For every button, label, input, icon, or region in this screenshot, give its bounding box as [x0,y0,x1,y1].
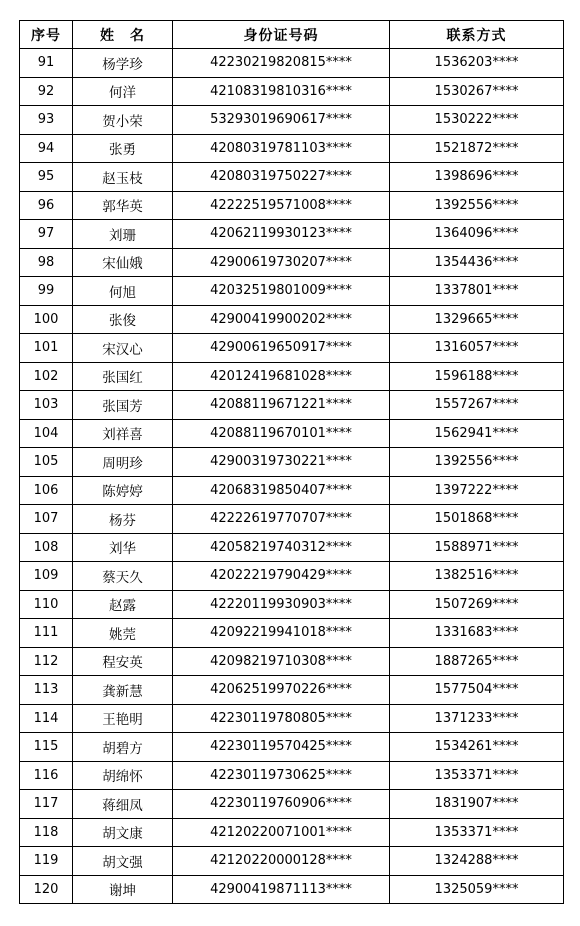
table-row [20,790,564,819]
table-row [20,818,564,847]
table-row [20,220,564,249]
table-row [20,391,564,420]
row-id-number: 42900419900202**** [173,305,390,334]
row-id-number: 42900419871113**** [173,875,390,904]
row-contact: 1530222**** [390,106,564,135]
row-serial: 102 [20,362,73,391]
row-name: 程安英 [73,647,173,676]
row-contact: 1329665**** [390,305,564,334]
table-row [20,704,564,733]
row-serial: 114 [20,704,73,733]
row-serial: 97 [20,220,73,249]
row-id-number: 42012419681028**** [173,362,390,391]
row-contact: 1536203**** [390,49,564,78]
row-contact: 1316057**** [390,334,564,363]
row-serial: 93 [20,106,73,135]
row-contact: 1557267**** [390,391,564,420]
row-id-number: 42900619730207**** [173,248,390,277]
row-name: 宋仙娥 [73,248,173,277]
table-row [20,77,564,106]
table-row [20,676,564,705]
table-body [20,49,564,904]
row-contact: 1353371**** [390,818,564,847]
row-id-number: 42230219820815**** [173,49,390,78]
row-id-number: 42900619650917**** [173,334,390,363]
row-contact: 1331683**** [390,619,564,648]
row-id-number: 42222619770707**** [173,505,390,534]
row-name: 胡绵怀 [73,761,173,790]
row-serial: 117 [20,790,73,819]
table-row [20,134,564,163]
row-serial: 110 [20,590,73,619]
row-contact: 1530267**** [390,77,564,106]
row-id-number: 42058219740312**** [173,533,390,562]
row-id-number: 42080319781103**** [173,134,390,163]
row-name: 杨芬 [73,505,173,534]
row-serial: 96 [20,191,73,220]
row-serial: 95 [20,163,73,192]
row-contact: 1392556**** [390,191,564,220]
row-id-number: 42088119670101**** [173,419,390,448]
row-id-number: 42062519970226**** [173,676,390,705]
row-contact: 1507269**** [390,590,564,619]
table-row [20,619,564,648]
row-contact: 1501868**** [390,505,564,534]
row-id-number: 42222519571008**** [173,191,390,220]
row-id-number: 42108319810316**** [173,77,390,106]
row-id-number: 53293019690617**** [173,106,390,135]
row-name: 贺小荣 [73,106,173,135]
row-id-number: 42098219710308**** [173,647,390,676]
header-contact: 联系方式 [390,21,564,49]
table-row [20,191,564,220]
row-id-number: 42080319750227**** [173,163,390,192]
row-serial: 92 [20,77,73,106]
row-serial: 103 [20,391,73,420]
row-name: 周明珍 [73,448,173,477]
row-serial: 109 [20,562,73,591]
row-name: 张国红 [73,362,173,391]
row-id-number: 42032519801009**** [173,277,390,306]
row-id-number: 42900319730221**** [173,448,390,477]
row-name: 胡碧方 [73,733,173,762]
table-row [20,448,564,477]
row-id-number: 42120220000128**** [173,847,390,876]
row-name: 张俊 [73,305,173,334]
row-id-number: 42230119570425**** [173,733,390,762]
row-serial: 107 [20,505,73,534]
table-row [20,277,564,306]
header-row [20,21,564,49]
row-name: 张勇 [73,134,173,163]
table-row [20,562,564,591]
row-name: 刘祥喜 [73,419,173,448]
row-contact: 1831907**** [390,790,564,819]
table-row [20,49,564,78]
table-row [20,847,564,876]
row-contact: 1364096**** [390,220,564,249]
row-serial: 119 [20,847,73,876]
header-name: 姓 名 [73,21,173,49]
row-id-number: 42062119930123**** [173,220,390,249]
table-row [20,505,564,534]
row-serial: 108 [20,533,73,562]
row-name: 龚新慧 [73,676,173,705]
row-contact: 1577504**** [390,676,564,705]
row-contact: 1397222**** [390,476,564,505]
row-serial: 100 [20,305,73,334]
row-contact: 1588971**** [390,533,564,562]
row-name: 刘华 [73,533,173,562]
table-row [20,248,564,277]
row-name: 赵玉枝 [73,163,173,192]
row-name: 胡文康 [73,818,173,847]
table-row [20,647,564,676]
row-name: 陈婷婷 [73,476,173,505]
row-id-number: 42088119671221**** [173,391,390,420]
row-serial: 91 [20,49,73,78]
row-serial: 101 [20,334,73,363]
table-row [20,476,564,505]
row-id-number: 42120220071001**** [173,818,390,847]
row-id-number: 42022219790429**** [173,562,390,591]
row-serial: 120 [20,875,73,904]
row-name: 刘珊 [73,220,173,249]
row-contact: 1382516**** [390,562,564,591]
row-name: 胡文强 [73,847,173,876]
table-row [20,733,564,762]
row-serial: 113 [20,676,73,705]
row-name: 蒋细凤 [73,790,173,819]
roster-table [19,20,564,904]
row-serial: 99 [20,277,73,306]
row-id-number: 42068319850407**** [173,476,390,505]
row-contact: 1392556**** [390,448,564,477]
row-contact: 1887265**** [390,647,564,676]
row-contact: 1371233**** [390,704,564,733]
row-contact: 1354436**** [390,248,564,277]
table-row [20,533,564,562]
row-contact: 1353371**** [390,761,564,790]
row-id-number: 42220119930903**** [173,590,390,619]
row-serial: 118 [20,818,73,847]
table-row [20,305,564,334]
row-name: 宋汉心 [73,334,173,363]
row-id-number: 42230119780805**** [173,704,390,733]
row-id-number: 42230119760906**** [173,790,390,819]
row-serial: 94 [20,134,73,163]
row-name: 姚莞 [73,619,173,648]
row-name: 王艳明 [73,704,173,733]
row-contact: 1521872**** [390,134,564,163]
row-name: 杨学珍 [73,49,173,78]
row-name: 郭华英 [73,191,173,220]
row-id-number: 42092219941018**** [173,619,390,648]
row-serial: 111 [20,619,73,648]
table-row [20,334,564,363]
row-serial: 115 [20,733,73,762]
header-id-number: 身份证号码 [173,21,390,49]
row-contact: 1596188**** [390,362,564,391]
row-contact: 1337801**** [390,277,564,306]
table-row [20,106,564,135]
row-name: 谢坤 [73,875,173,904]
row-contact: 1398696**** [390,163,564,192]
row-contact: 1534261**** [390,733,564,762]
row-name: 蔡天久 [73,562,173,591]
row-serial: 105 [20,448,73,477]
row-serial: 104 [20,419,73,448]
row-serial: 98 [20,248,73,277]
table-row [20,761,564,790]
table-row [20,362,564,391]
row-id-number: 42230119730625**** [173,761,390,790]
table-row [20,419,564,448]
row-contact: 1324288**** [390,847,564,876]
header-serial: 序号 [20,21,73,49]
row-serial: 112 [20,647,73,676]
row-name: 何旭 [73,277,173,306]
table-row [20,163,564,192]
row-contact: 1325059**** [390,875,564,904]
row-serial: 116 [20,761,73,790]
row-name: 何洋 [73,77,173,106]
row-serial: 106 [20,476,73,505]
table-row [20,590,564,619]
row-name: 张国芳 [73,391,173,420]
table-row [20,875,564,904]
row-contact: 1562941**** [390,419,564,448]
row-name: 赵露 [73,590,173,619]
